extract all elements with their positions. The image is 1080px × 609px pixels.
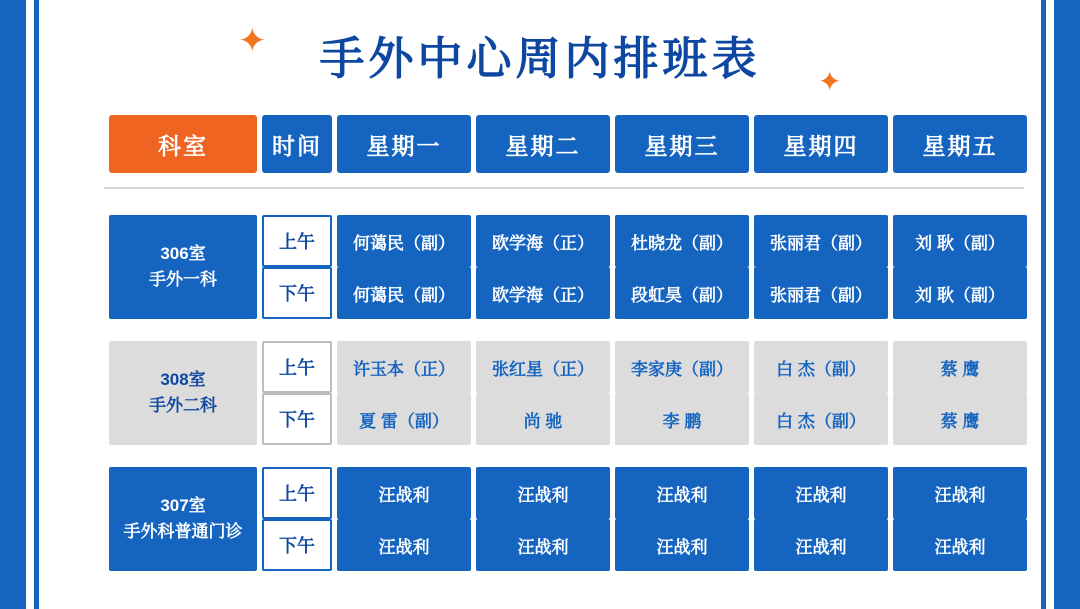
header-day-5: 星期五	[893, 115, 1027, 173]
time-cell: 上午	[262, 341, 332, 393]
time-cell: 上午	[262, 467, 332, 519]
doctor-cell: 何蔼民（副）	[337, 215, 471, 267]
poster-content	[48, 0, 1032, 609]
doctor-cell: 欧学海（正）	[476, 215, 610, 267]
sparkle-icon: ✦	[238, 22, 267, 60]
title-area	[48, 0, 1032, 115]
doctor-cell: 汪战利	[337, 519, 471, 571]
doctor-cell: 白 杰（副）	[754, 393, 888, 445]
dept-name: 手外一科	[149, 270, 217, 289]
right-edge-accent	[1041, 0, 1046, 609]
header-day-2: 星期二	[476, 115, 610, 173]
dept-cell	[109, 341, 257, 445]
doctor-cell: 刘 耿（副）	[893, 215, 1027, 267]
doctor-cell: 汪战利	[893, 519, 1027, 571]
doctor-cell: 汪战利	[337, 467, 471, 519]
doctor-cell: 杜晓龙（副）	[615, 215, 749, 267]
dept-name: 手外二科	[149, 396, 217, 415]
doctor-cell: 汪战利	[754, 467, 888, 519]
header-dept: 科室	[109, 115, 257, 173]
doctor-cell: 段虹昊（副）	[615, 267, 749, 319]
dept-room: 308室	[160, 369, 206, 389]
header-time: 时间	[262, 115, 332, 173]
time-cell: 下午	[262, 519, 332, 571]
doctor-cell: 张丽君（副）	[754, 215, 888, 267]
table-row	[109, 215, 1027, 267]
doctor-cell: 张丽君（副）	[754, 267, 888, 319]
header-day-3: 星期三	[615, 115, 749, 173]
doctor-cell: 李家庚（副）	[615, 341, 749, 393]
schedule-body-table	[104, 215, 1032, 571]
doctor-cell: 刘 耿（副）	[893, 267, 1027, 319]
table-row	[109, 341, 1027, 393]
sparkle-icon: ✦	[818, 66, 842, 97]
doctor-cell: 汪战利	[754, 519, 888, 571]
doctor-cell: 汪战利	[476, 519, 610, 571]
doctor-cell: 欧学海（正）	[476, 267, 610, 319]
time-cell: 下午	[262, 393, 332, 445]
dept-room: 306室	[160, 243, 206, 263]
time-cell: 下午	[262, 267, 332, 319]
doctor-cell: 李 鹏	[615, 393, 749, 445]
block-spacer	[109, 319, 1027, 341]
block-spacer	[109, 445, 1027, 467]
left-edge-bar	[0, 0, 26, 609]
time-cell: 上午	[262, 215, 332, 267]
table-row	[109, 467, 1027, 519]
doctor-cell: 许玉本（正）	[337, 341, 471, 393]
doctor-cell: 张红星（正）	[476, 341, 610, 393]
doctor-cell: 汪战利	[615, 467, 749, 519]
doctor-cell: 白 杰（副）	[754, 341, 888, 393]
doctor-cell: 汪战利	[893, 467, 1027, 519]
dept-name: 手外科普通门诊	[123, 522, 243, 541]
doctor-cell: 夏 雷（副）	[337, 393, 471, 445]
schedule-header-table	[104, 115, 1032, 173]
doctor-cell: 蔡 鹰	[893, 393, 1027, 445]
doctor-cell: 蔡 鹰	[893, 341, 1027, 393]
doctor-cell: 尚 驰	[476, 393, 610, 445]
right-edge-bar	[1054, 0, 1080, 609]
doctor-cell: 汪战利	[615, 519, 749, 571]
dept-room: 307室	[160, 495, 206, 515]
left-edge-accent	[34, 0, 39, 609]
page-title: 手外中心周内排班表	[319, 33, 761, 84]
doctor-cell: 汪战利	[476, 467, 610, 519]
spacer	[48, 189, 1032, 215]
table-header-row	[109, 115, 1027, 173]
dept-cell	[109, 467, 257, 571]
dept-cell	[109, 215, 257, 319]
header-day-1: 星期一	[337, 115, 471, 173]
doctor-cell: 何蔼民（副）	[337, 267, 471, 319]
header-day-4: 星期四	[754, 115, 888, 173]
